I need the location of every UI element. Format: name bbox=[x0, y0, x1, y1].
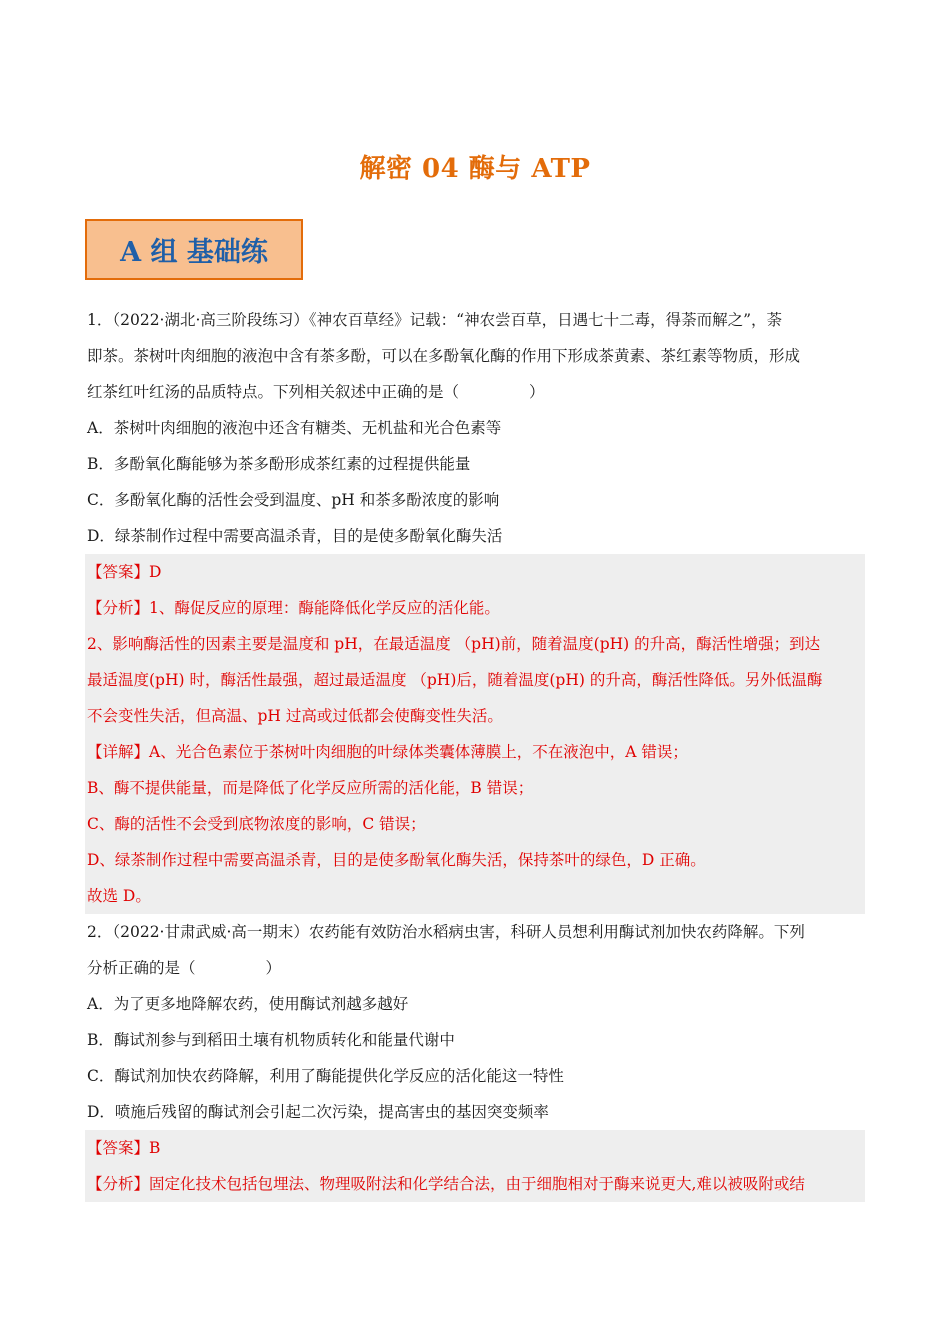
question-stem-line: 分析正确的是（ ） bbox=[87, 959, 282, 977]
detail-line: C、酶的活性不会受到底物浓度的影响，C 错误； bbox=[87, 815, 426, 833]
group-label: A 组 基础练 bbox=[120, 237, 268, 268]
question-1 bbox=[87, 302, 863, 914]
page-title: 解密 04 酶与 ATP bbox=[359, 154, 591, 184]
option-a: A．为了更多地降解农药，使用酶试剂越多越好 bbox=[87, 995, 409, 1013]
detail-line: B、酶不提供能量，而是降低了化学反应所需的活化能，B 错误； bbox=[87, 779, 534, 797]
option-d: D．绿茶制作过程中需要高温杀青，目的是使多酚氧化酶失活 bbox=[87, 527, 503, 545]
answer-line: 【答案】D bbox=[87, 563, 162, 581]
detail-line: 【详解】A、光合色素位于茶树叶肉细胞的叶绿体类囊体薄膜上，不在液泡中，A 错误； bbox=[87, 743, 688, 761]
option-c: C．酶试剂加快农药降解，利用了酶能提供化学反应的活化能这一特性 bbox=[87, 1067, 564, 1085]
question-stem-line: 1．（2022·湖北·高三阶段练习）《神农百草经》记载：“神农尝百草，日遇七十二毒，得荼而解之”，荼 bbox=[87, 311, 783, 329]
answer-block bbox=[85, 1130, 865, 1202]
option-a: A．茶树叶肉细胞的液泡中还含有糖类、无机盐和光合色素等 bbox=[87, 419, 502, 437]
option-b: B．酶试剂参与到稻田土壤有机物质转化和能量代谢中 bbox=[87, 1031, 455, 1049]
analysis-line: 2、影响酶活性的因素主要是温度和 pH，在最适温度 （pH)前，随着温度(pH) 的升高，酶活性增强；到达 bbox=[87, 635, 821, 653]
document-body bbox=[87, 302, 863, 1202]
option-c: C．多酚氧化酶的活性会受到温度、pH 和茶多酚浓度的影响 bbox=[87, 491, 500, 509]
question-stem-line: 2．（2022·甘肃武威·高一期末）农药能有效防治水稻病虫害，科研人员想利用酶试剂加快农药降解。下列 bbox=[87, 923, 805, 941]
option-b: B．多酚氧化酶能够为茶多酚形成茶红素的过程提供能量 bbox=[87, 455, 471, 473]
detail-line: 故选 D。 bbox=[87, 887, 151, 905]
analysis-line: 不会变性失活，但高温、pH 过高或过低都会使酶变性失活。 bbox=[87, 707, 503, 725]
question-stem-line: 红茶红叶红汤的品质特点。下列相关叙述中正确的是（ ） bbox=[87, 383, 545, 401]
answer-block bbox=[85, 554, 865, 914]
answer-line: 【答案】B bbox=[87, 1139, 161, 1157]
detail-line: D、绿茶制作过程中需要高温杀青，目的是使多酚氧化酶失活，保持茶叶的绿色，D 正确。 bbox=[87, 851, 706, 869]
group-label-box bbox=[85, 219, 303, 280]
option-d: D．喷施后残留的酶试剂会引起二次污染，提高害虫的基因突变频率 bbox=[87, 1103, 549, 1121]
question-2 bbox=[87, 914, 863, 1202]
analysis-line: 【分析】固定化技术包括包埋法、物理吸附法和化学结合法，由于细胞相对于酶来说更大,难以被吸附或结 bbox=[87, 1175, 805, 1193]
analysis-line: 最适温度(pH) 时，酶活性最强，超过最适温度 （pH)后，随着温度(pH) 的升高，酶活性降低。另外低温酶 bbox=[87, 671, 823, 689]
question-stem-line: 即茶。茶树叶肉细胞的液泡中含有茶多酚，可以在多酚氧化酶的作用下形成茶黄素、茶红素等物质，形成 bbox=[87, 347, 801, 365]
analysis-line: 【分析】1、酶促反应的原理：酶能降低化学反应的活化能。 bbox=[87, 599, 500, 617]
